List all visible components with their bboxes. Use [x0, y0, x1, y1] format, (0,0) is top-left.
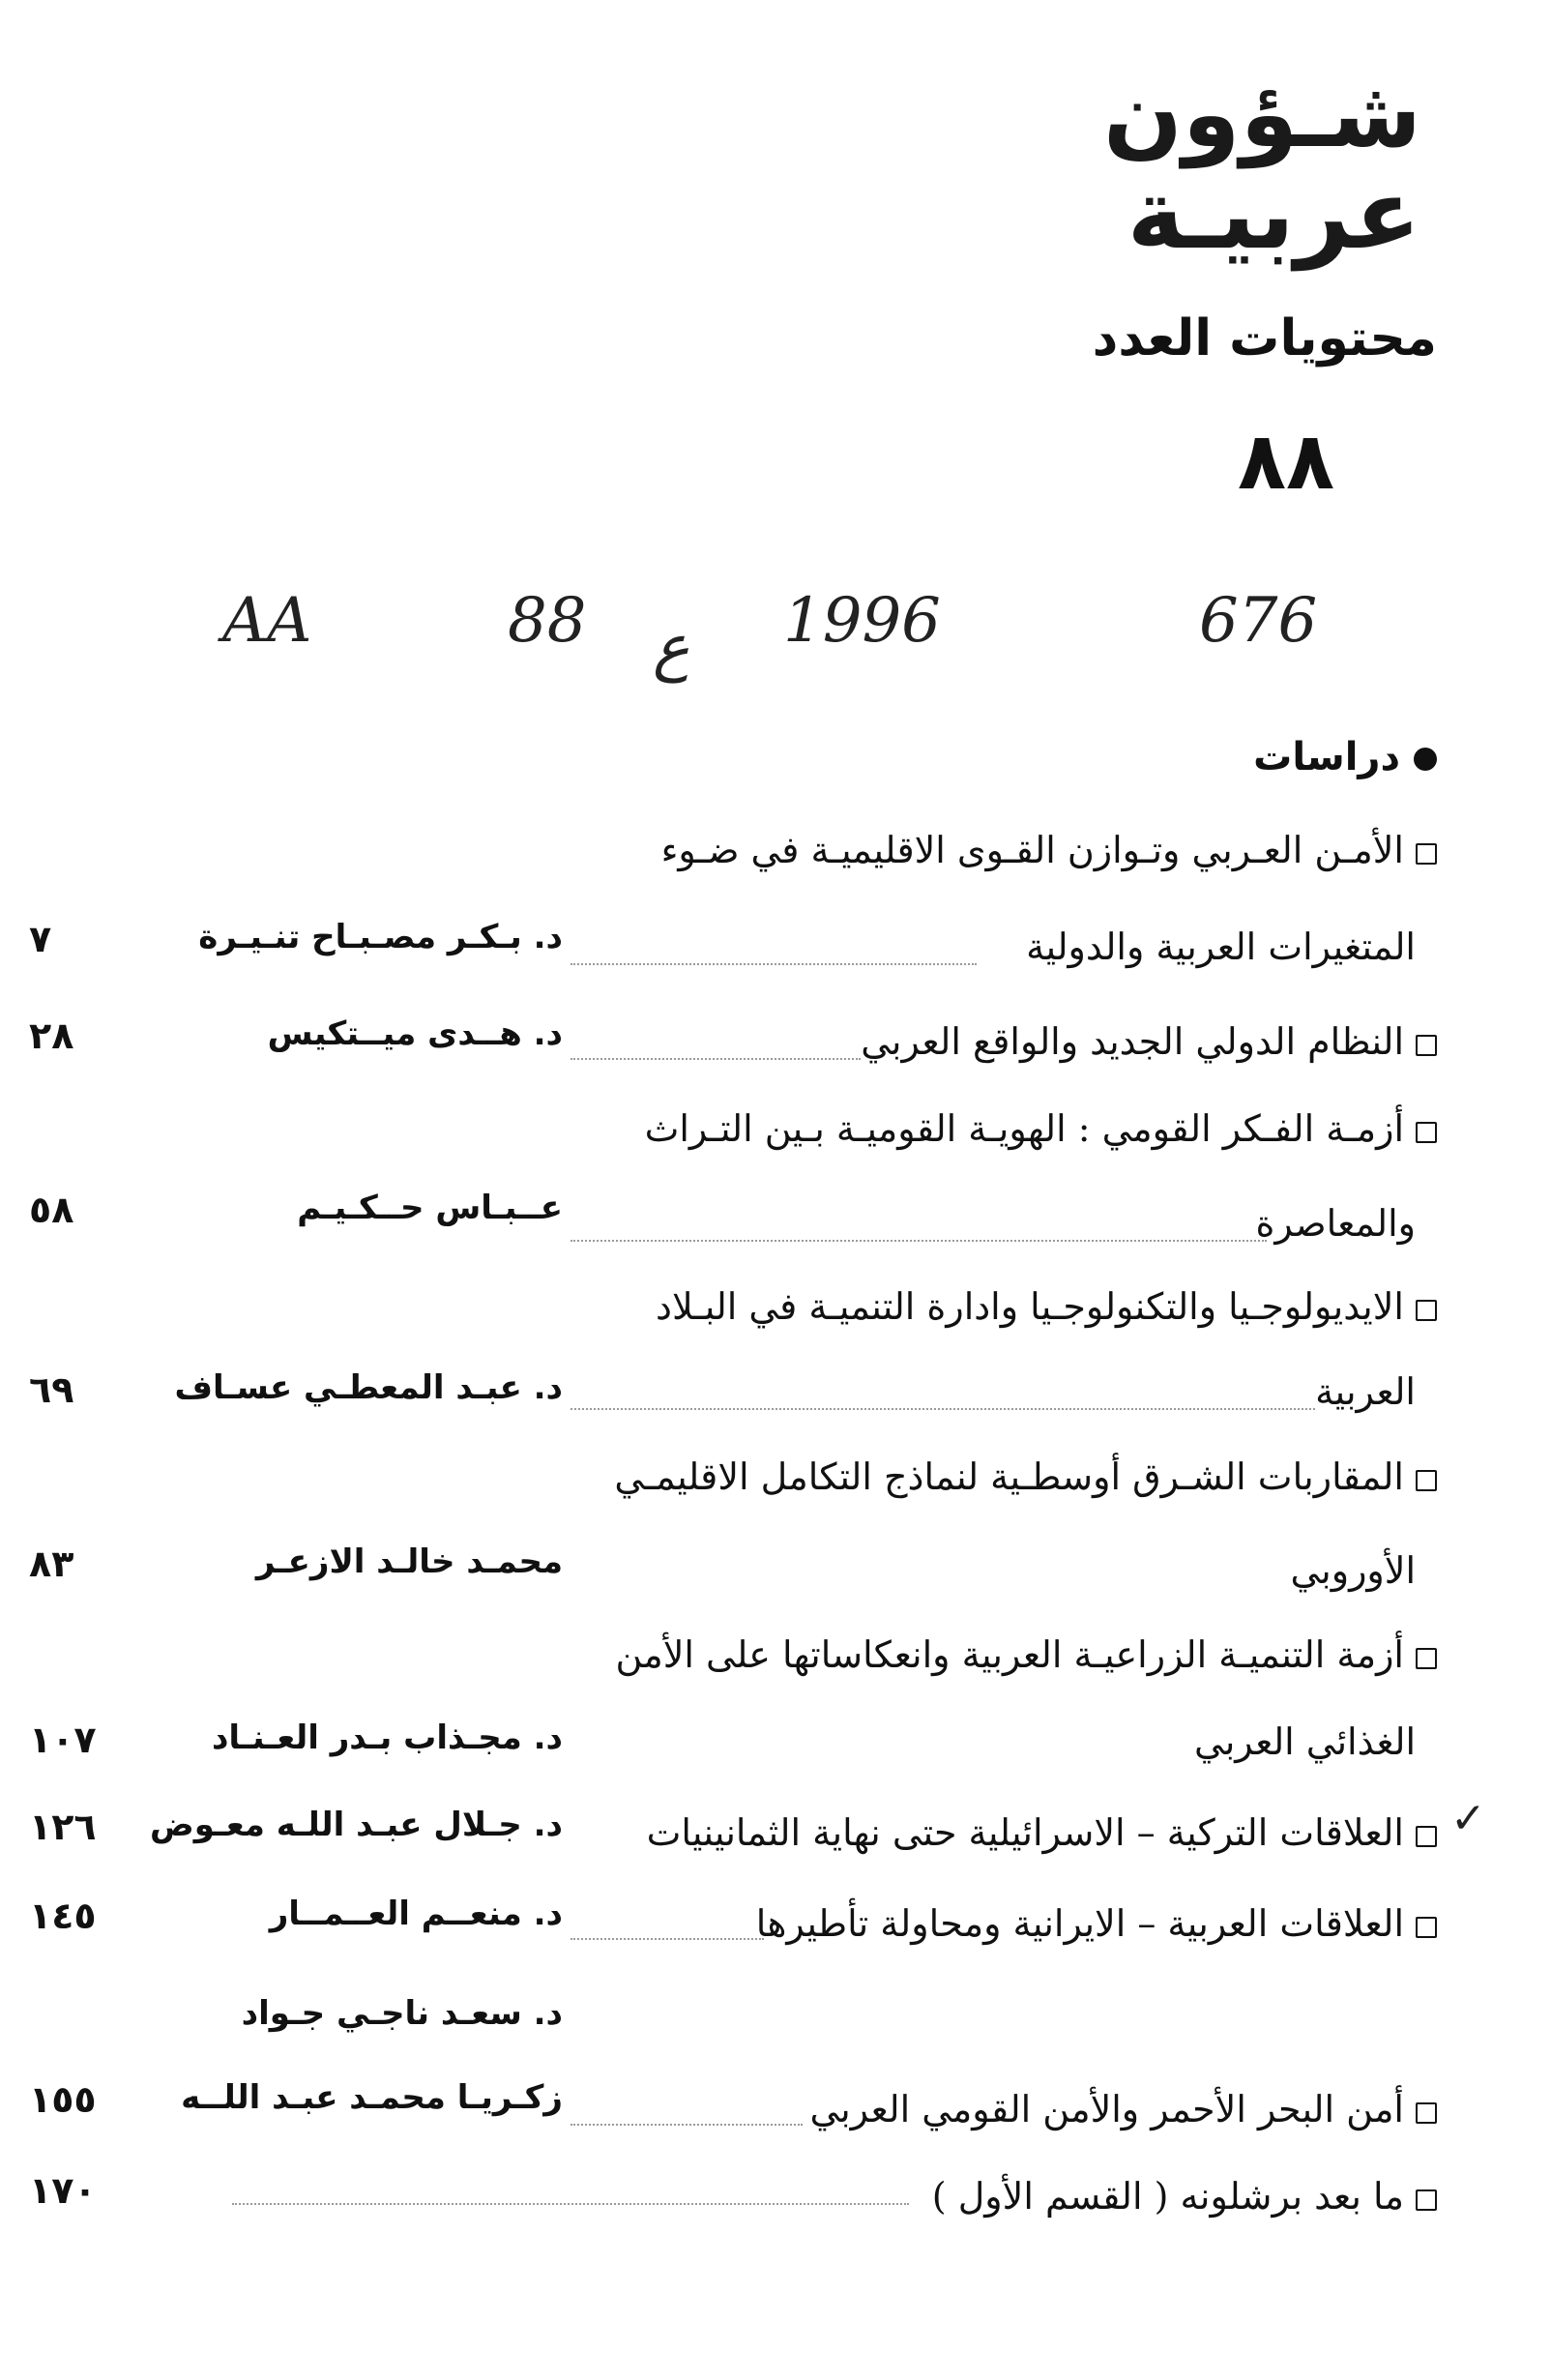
leader-dots — [571, 2124, 803, 2126]
article-title-continued: العربية — [1315, 1370, 1416, 1413]
page-number: ٢٨ — [29, 1014, 74, 1057]
leader-dots — [571, 1058, 861, 1060]
article-author: عــبـاس حــكـيـم — [297, 1189, 563, 1227]
handwritten-year: 1996 — [783, 585, 941, 657]
article-title: ما بعد برشلونه ( القسم الأول ) — [932, 2178, 1437, 2215]
leader-dots — [232, 2203, 909, 2205]
checkbox-icon — [1416, 2102, 1437, 2124]
issue-number: ٨٨ — [1237, 416, 1335, 508]
article-title: المقاربات الشـرق أوسطـية لنماذج التكامل الاقليمـي — [614, 1458, 1437, 1495]
leader-dots — [571, 963, 977, 965]
checkbox-icon — [1416, 843, 1437, 865]
checkbox-icon — [1416, 1917, 1437, 1938]
article-title: العلاقات العربية – الايرانية ومحاولة تأطيرها — [756, 1905, 1437, 1942]
checkbox-icon — [1416, 1122, 1437, 1143]
article-title-continued: الغذائي العربي — [1194, 1720, 1416, 1763]
page-number: ١٤٥ — [29, 1895, 97, 1937]
article-title-continued: والمعاصرة — [1255, 1202, 1416, 1245]
article-title: العلاقات التركية – الاسرائيلية حتى نهاية الثمانينيات — [647, 1814, 1437, 1851]
checkbox-icon — [1416, 2189, 1437, 2211]
checkbox-icon — [1416, 1300, 1437, 1321]
page-number: ٥٨ — [29, 1189, 74, 1231]
page-number: ٨٣ — [29, 1543, 74, 1585]
checkbox-icon — [1416, 1826, 1437, 1847]
handwritten-number: 676 — [1199, 585, 1318, 657]
contents-title: محتويات العدد — [1092, 309, 1437, 367]
article-title: الايديولوجـيا والتكنولوجـيا وادارة التنميـة في البـلاد — [656, 1288, 1437, 1325]
page-number: ١٥٥ — [29, 2078, 97, 2121]
article-author: د. عبـد المعطـي عسـاف — [174, 1368, 563, 1407]
checkbox-icon — [1416, 1648, 1437, 1669]
article-author: د. منعــم العــمــار — [269, 1895, 563, 1933]
check-mark-icon: ✓ — [1450, 1794, 1486, 1843]
article-title: الأمـن العـربي وتـوازن القـوى الاقليميـة في ضـوء — [661, 832, 1437, 868]
article-author: د. بـكـر مصـبـاح تنـيـرة — [198, 918, 563, 956]
logo-line-1: شـؤون — [1102, 60, 1421, 168]
page-number: ١٢٦ — [29, 1806, 97, 1848]
checkbox-icon — [1416, 1470, 1437, 1491]
article-author: د. هــدى ميــتكيس — [267, 1014, 563, 1053]
article-author: د. جـلال عبـد اللـه معـوض — [150, 1806, 563, 1844]
article-title: أزمـة الفـكر القومي : الهويـة القوميـة بـين التـراث — [645, 1110, 1437, 1147]
page-number: ٦٩ — [29, 1368, 74, 1411]
handwritten-code: AA — [222, 585, 312, 657]
leader-dots — [571, 1938, 764, 1940]
article-author-second: د. سعـد ناجـي جـواد — [241, 1994, 563, 2033]
logo-line-2: عربيـة — [1127, 158, 1421, 271]
page-number: ١٠٧ — [29, 1719, 97, 1761]
article-author: زكـريـا محمـد عبـد اللــه — [181, 2078, 563, 2117]
leader-dots — [571, 1408, 1315, 1410]
article-title-continued: المتغيرات العربية والدولية — [1026, 926, 1416, 968]
handwritten-letter: ع — [653, 612, 690, 684]
checkbox-icon — [1416, 1035, 1437, 1056]
article-title: أمن البحر الأحمر والأمن القومي العربي — [809, 2091, 1437, 2128]
section-title: دراسات — [1253, 735, 1400, 779]
magazine-logo — [1102, 60, 1421, 271]
leader-dots — [571, 1240, 1267, 1242]
handwritten-issue: 88 — [508, 585, 587, 657]
bullet-icon — [1414, 748, 1437, 771]
page-number: ١٧٠ — [29, 2169, 97, 2212]
article-title-continued: الأوروبي — [1290, 1549, 1416, 1592]
section-header — [1253, 735, 1437, 779]
article-author: محمـد خالـد الازعـر — [255, 1543, 563, 1581]
article-author: د. مجـذاب بـدر العـنـاد — [211, 1719, 563, 1757]
article-title: أزمة التنميـة الزراعيـة العربية وانعكاساتها على الأمن — [615, 1636, 1437, 1673]
article-title: النظام الدولي الجديد والواقع العربي — [861, 1023, 1437, 1060]
page-number: ٧ — [29, 918, 52, 960]
